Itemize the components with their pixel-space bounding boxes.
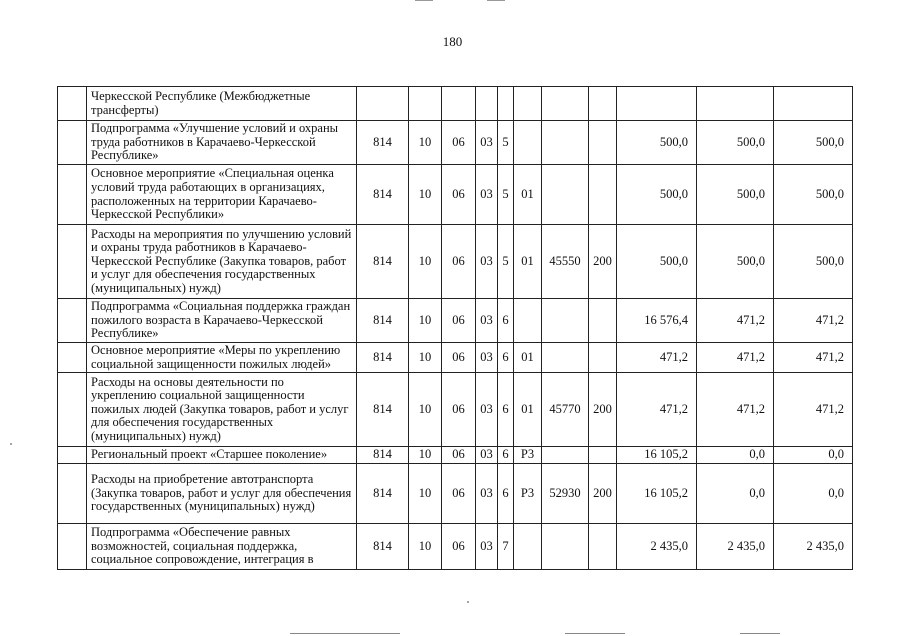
amount-3: 471,2 <box>774 299 853 343</box>
amount-3: 500,0 <box>774 121 853 165</box>
code-pr: 06 <box>442 165 476 225</box>
row-margin-cell <box>58 343 87 373</box>
code-ved: 814 <box>357 464 409 524</box>
code-pr: 06 <box>442 464 476 524</box>
amount-1: 471,2 <box>617 373 697 447</box>
amount-1: 500,0 <box>617 121 697 165</box>
amount-1 <box>617 87 697 121</box>
code-vr <box>589 299 617 343</box>
code-cs1: 03 <box>476 121 498 165</box>
item-name: Расходы на основы деятельности по укреплению социальной защищенности пожилых людей (Закупка товаров, работ и услуг для обеспечения государственных (муниципальных) нужд) <box>87 373 357 447</box>
code-cs3: 01 <box>514 165 542 225</box>
code-cs1: 03 <box>476 225 498 299</box>
table-row <box>58 299 853 343</box>
code-rz: 10 <box>409 524 442 570</box>
code-cs3 <box>514 524 542 570</box>
amount-2: 0,0 <box>697 447 774 464</box>
item-name: Подпрограмма «Обеспечение равных возможностей, социальная поддержка, социальное сопровождение, интеграция в <box>87 524 357 570</box>
amount-2 <box>697 87 774 121</box>
code-rz: 10 <box>409 464 442 524</box>
code-rz: 10 <box>409 447 442 464</box>
code-vr <box>589 524 617 570</box>
code-cs1: 03 <box>476 464 498 524</box>
code-cs1: 03 <box>476 524 498 570</box>
amount-1: 471,2 <box>617 343 697 373</box>
amount-1: 16 576,4 <box>617 299 697 343</box>
row-margin-cell <box>58 373 87 447</box>
code-cs4 <box>542 165 589 225</box>
code-cs1 <box>476 87 498 121</box>
code-cs4: 52930 <box>542 464 589 524</box>
code-ved: 814 <box>357 524 409 570</box>
code-cs2: 6 <box>498 343 514 373</box>
code-cs3: 01 <box>514 373 542 447</box>
code-vr <box>589 343 617 373</box>
row-margin-cell <box>58 87 87 121</box>
code-cs1: 03 <box>476 299 498 343</box>
code-cs2: 6 <box>498 299 514 343</box>
code-rz: 10 <box>409 343 442 373</box>
code-cs4 <box>542 447 589 464</box>
code-ved: 814 <box>357 343 409 373</box>
code-cs3: P3 <box>514 464 542 524</box>
amount-3: 500,0 <box>774 225 853 299</box>
amount-3: 471,2 <box>774 343 853 373</box>
code-cs2 <box>498 87 514 121</box>
code-cs4: 45550 <box>542 225 589 299</box>
amount-3: 0,0 <box>774 447 853 464</box>
amount-2: 500,0 <box>697 225 774 299</box>
item-name: Региональный проект «Старшее поколение» <box>87 447 357 464</box>
scan-bottom-edge <box>565 633 625 634</box>
code-pr: 06 <box>442 121 476 165</box>
item-name: Основное мероприятие «Специальная оценка условий труда работающих в организациях, расположенных на территории Карачаево-Черкесской Республики» <box>87 165 357 225</box>
code-ved: 814 <box>357 165 409 225</box>
item-name: Основное мероприятие «Меры по укреплению социальной защищенности пожилых людей» <box>87 343 357 373</box>
table-row <box>58 87 853 121</box>
row-margin-cell <box>58 447 87 464</box>
scan-bottom-edge <box>290 633 400 634</box>
code-vr <box>589 87 617 121</box>
amount-2: 471,2 <box>697 299 774 343</box>
scan-edge-mark <box>415 0 433 1</box>
row-margin-cell <box>58 121 87 165</box>
table-row <box>58 121 853 165</box>
code-ved <box>357 87 409 121</box>
amount-1: 500,0 <box>617 225 697 299</box>
code-pr: 06 <box>442 225 476 299</box>
code-rz: 10 <box>409 299 442 343</box>
amount-3: 2 435,0 <box>774 524 853 570</box>
code-cs2: 5 <box>498 165 514 225</box>
code-rz: 10 <box>409 225 442 299</box>
code-cs3 <box>514 121 542 165</box>
amount-3: 0,0 <box>774 464 853 524</box>
table-row <box>58 225 853 299</box>
amount-1: 2 435,0 <box>617 524 697 570</box>
code-cs2: 6 <box>498 464 514 524</box>
amount-2: 471,2 <box>697 373 774 447</box>
code-cs2: 5 <box>498 121 514 165</box>
row-margin-cell <box>58 524 87 570</box>
code-rz: 10 <box>409 373 442 447</box>
code-cs3 <box>514 87 542 121</box>
code-cs1: 03 <box>476 343 498 373</box>
code-vr: 200 <box>589 464 617 524</box>
code-vr: 200 <box>589 373 617 447</box>
code-rz: 10 <box>409 121 442 165</box>
code-cs3 <box>514 299 542 343</box>
row-margin-cell <box>58 299 87 343</box>
code-pr <box>442 87 476 121</box>
code-cs2: 5 <box>498 225 514 299</box>
item-name: Подпрограмма «Социальная поддержка граждан пожилого возраста в Карачаево-Черкесской Республике» <box>87 299 357 343</box>
item-name: Расходы на мероприятия по улучшению условий и охраны труда работников в Карачаево-Черкесской Республике (Закупка товаров, работ и услуг для обеспечения государственных (муниципальных) нужд) <box>87 225 357 299</box>
code-pr: 06 <box>442 447 476 464</box>
code-pr: 06 <box>442 373 476 447</box>
table-row <box>58 165 853 225</box>
code-vr <box>589 121 617 165</box>
amount-1: 16 105,2 <box>617 464 697 524</box>
table-row <box>58 464 853 524</box>
code-cs4: 45770 <box>542 373 589 447</box>
amount-3: 500,0 <box>774 165 853 225</box>
code-rz: 10 <box>409 165 442 225</box>
amount-2: 500,0 <box>697 165 774 225</box>
code-ved: 814 <box>357 447 409 464</box>
code-cs4 <box>542 524 589 570</box>
item-name: Черкесской Республике (Межбюджетные трансферты) <box>87 87 357 121</box>
table-row <box>58 343 853 373</box>
code-cs4 <box>542 87 589 121</box>
budget-table <box>57 86 853 570</box>
row-margin-cell <box>58 225 87 299</box>
amount-3 <box>774 87 853 121</box>
row-margin-cell <box>58 165 87 225</box>
amount-2: 2 435,0 <box>697 524 774 570</box>
code-vr <box>589 165 617 225</box>
code-cs1: 03 <box>476 165 498 225</box>
code-cs1: 03 <box>476 447 498 464</box>
amount-2: 0,0 <box>697 464 774 524</box>
code-ved: 814 <box>357 373 409 447</box>
amount-2: 471,2 <box>697 343 774 373</box>
code-cs4 <box>542 121 589 165</box>
code-cs2: 6 <box>498 447 514 464</box>
code-cs3: 01 <box>514 225 542 299</box>
row-margin-cell <box>58 464 87 524</box>
item-name: Расходы на приобретение автотранспорта (Закупка товаров, работ и услуг для обеспечения государственных (муниципальных) нужд) <box>87 464 357 524</box>
code-rz <box>409 87 442 121</box>
table-row <box>58 373 853 447</box>
code-cs3: 01 <box>514 343 542 373</box>
code-cs3: P3 <box>514 447 542 464</box>
scan-edge-mark <box>487 0 505 1</box>
code-cs2: 7 <box>498 524 514 570</box>
scan-speck <box>10 443 12 445</box>
code-pr: 06 <box>442 343 476 373</box>
code-pr: 06 <box>442 299 476 343</box>
code-ved: 814 <box>357 121 409 165</box>
amount-2: 500,0 <box>697 121 774 165</box>
scan-bottom-edge <box>740 633 780 634</box>
table-row <box>58 524 853 570</box>
code-ved: 814 <box>357 225 409 299</box>
amount-3: 471,2 <box>774 373 853 447</box>
amount-1: 500,0 <box>617 165 697 225</box>
scan-speck <box>467 601 469 603</box>
code-ved: 814 <box>357 299 409 343</box>
code-cs4 <box>542 299 589 343</box>
item-name: Подпрограмма «Улучшение условий и охраны труда работников в Карачаево-Черкесской Республике» <box>87 121 357 165</box>
code-vr: 200 <box>589 225 617 299</box>
table-row <box>58 447 853 464</box>
amount-1: 16 105,2 <box>617 447 697 464</box>
code-cs1: 03 <box>476 373 498 447</box>
code-pr: 06 <box>442 524 476 570</box>
code-vr <box>589 447 617 464</box>
code-cs4 <box>542 343 589 373</box>
code-cs2: 6 <box>498 373 514 447</box>
page-number: 180 <box>442 34 463 49</box>
